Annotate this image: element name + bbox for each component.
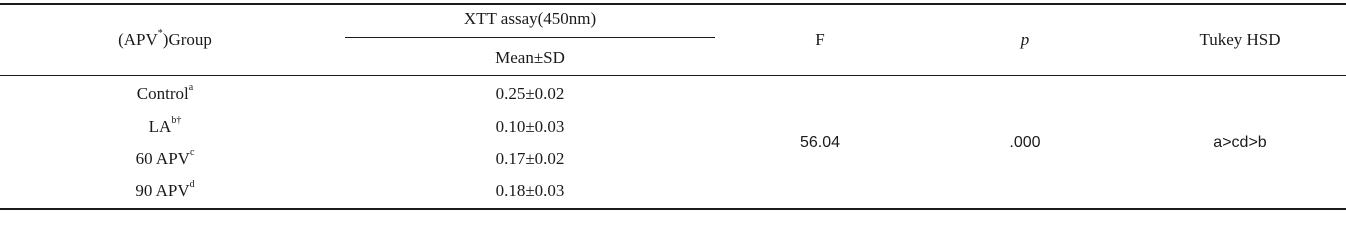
header-group-sup: * [157, 28, 163, 40]
row-group-sup: b† [171, 115, 182, 127]
header-bottom-rule [0, 75, 1346, 76]
header-mean-sd: Mean±SD [495, 48, 565, 67]
row-group-control [90, 84, 240, 104]
row-group-la [90, 117, 240, 137]
header-f: F [815, 30, 825, 49]
table-bottom-rule [0, 208, 1346, 210]
header-group [90, 30, 240, 50]
header-p: p [1020, 30, 1030, 49]
stat-f-value: 56.04 [799, 134, 841, 151]
table-top-rule [0, 3, 1346, 5]
header-group-prefix: (APV [118, 30, 158, 49]
row-group-label: Control [136, 84, 189, 103]
stat-p-value: .000 [1009, 134, 1041, 151]
row-value-90-apv: 0.18±0.03 [495, 181, 565, 200]
row-group-60-apv [90, 149, 240, 169]
row-group-label: 60 APV [135, 149, 190, 168]
row-group-label: 90 APV [135, 181, 190, 200]
stat-tukey-value: a>cd>b [1213, 134, 1267, 151]
row-value-la: 0.10±0.03 [495, 117, 565, 136]
xtt-underline [345, 37, 715, 38]
row-group-90-apv [90, 181, 240, 201]
header-xtt: XTT assay(450nm) [463, 9, 597, 28]
row-group-sup: d [189, 179, 195, 191]
row-value-60-apv: 0.17±0.02 [495, 149, 565, 168]
row-group-sup: c [189, 147, 195, 159]
row-group-label: LA [148, 117, 172, 136]
row-group-sup: a [188, 82, 194, 94]
header-tukey: Tukey HSD [1199, 30, 1281, 49]
header-group-tail: )Group [162, 30, 212, 49]
row-value-control: 0.25±0.02 [495, 84, 565, 103]
